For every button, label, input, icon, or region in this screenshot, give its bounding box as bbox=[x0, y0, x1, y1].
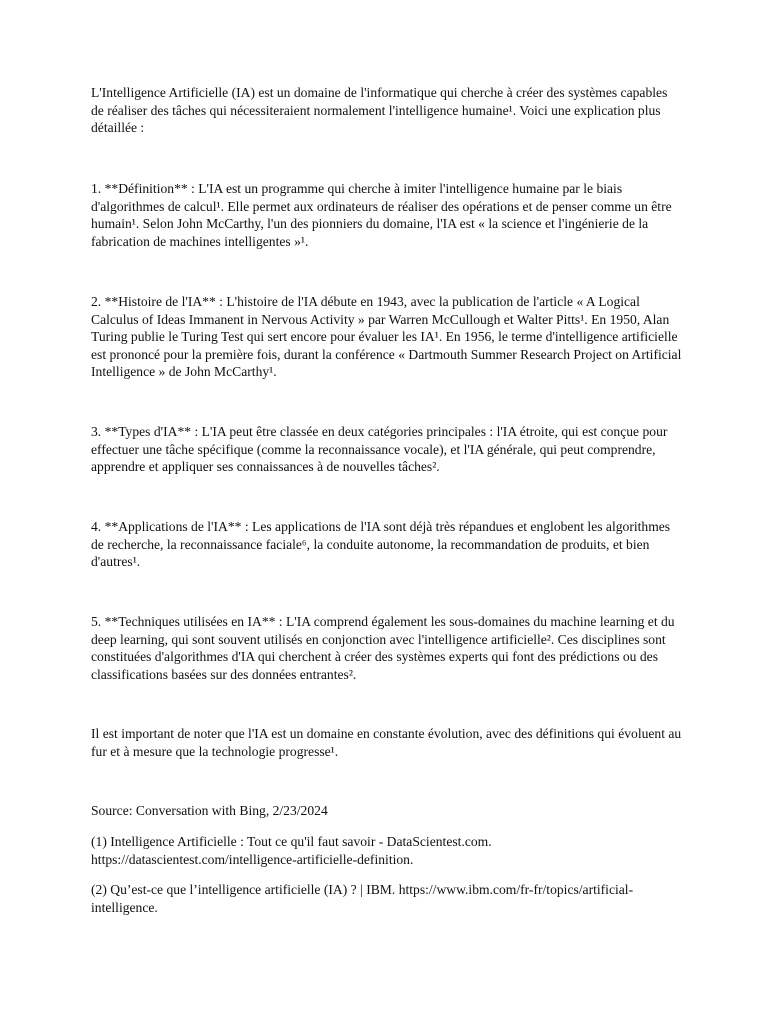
list-item-applications: 4. **Applications de l'IA** : Les applications de l'IA sont déjà très répandues et englobent les algorithmes de recherche, la reconnaissance faciale⁶, la conduite autonome, la recommandation de produits, et bien d'autres¹. bbox=[91, 519, 671, 570]
source-line: Source: Conversation with Bing, 2/23/2024 bbox=[91, 803, 328, 818]
list-item-techniques: 5. **Techniques utilisées en IA** : L'IA comprend également les sous-domaines du machine learning et du deep learning, qui sont souvent utilisés en conjonction avec l'intelligence artificielle². Ces disciplines sont constituées d'algorithmes d'IA qui cherchent à créer des systèmes experts qui font des prédictions ou des classifications basées sur des données entrantes². bbox=[91, 614, 675, 682]
intro-paragraph: L'Intelligence Artificielle (IA) est un domaine de l'informatique qui cherche à créer des systèmes capables de réaliser des tâches qui nécessiteraient normalement l'intelligence humaine¹. Voici une explication plus détaillée : bbox=[91, 85, 668, 136]
reference-item: (1) Intelligence Artificielle : Tout ce qu'il faut savoir - DataScientest.com. https://datascientest.com/intelligence-artificielle-definition. bbox=[91, 834, 492, 867]
closing-paragraph: Il est important de noter que l'IA est un domaine en constante évolution, avec des définitions qui évoluent au fur et à mesure que la technologie progresse¹. bbox=[91, 726, 682, 759]
list-item-history: 2. **Histoire de l'IA** : L'histoire de l'IA débute en 1943, avec la publication de l'article « A Logical Calculus of Ideas Immanent in Nervous Activity » par Warren McCullough et Walter Pitts¹. En 1950, Alan Turing publie le Turing Test qui sert encore pour évaluer les IA¹. En 1956, le terme d'intelligence artificielle est prononcé pour la première fois, durant la conférence « Dartmouth Summer Research Project on Artificial Intelligence » de John McCarthy¹. bbox=[91, 294, 682, 380]
list-item-definition: 1. **Définition** : L'IA est un programme qui cherche à imiter l'intelligence humaine par le biais d'algorithmes de calcul¹. Elle permet aux ordinateurs de réaliser des opérations et de penser comme un être humain¹. Selon John McCarthy, l'un des pionniers du domaine, l'IA est « la science et l'ingénierie de la fabrication de machines intelligentes »¹. bbox=[91, 181, 672, 249]
reference-item: (2) Qu’est-ce que l’intelligence artificielle (IA) ? | IBM. https://www.ibm.com/fr-fr/topics/artificial-intelligence. bbox=[91, 882, 634, 915]
list-item-types: 3. **Types d'IA** : L'IA peut être classée en deux catégories principales : l'IA étroite, qui est conçue pour effectuer une tâche spécifique (comme la reconnaissance vocale), et l'IA générale, qui peut comprendre, apprendre et appliquer ses connaissances à de nouvelles tâches². bbox=[91, 424, 668, 475]
